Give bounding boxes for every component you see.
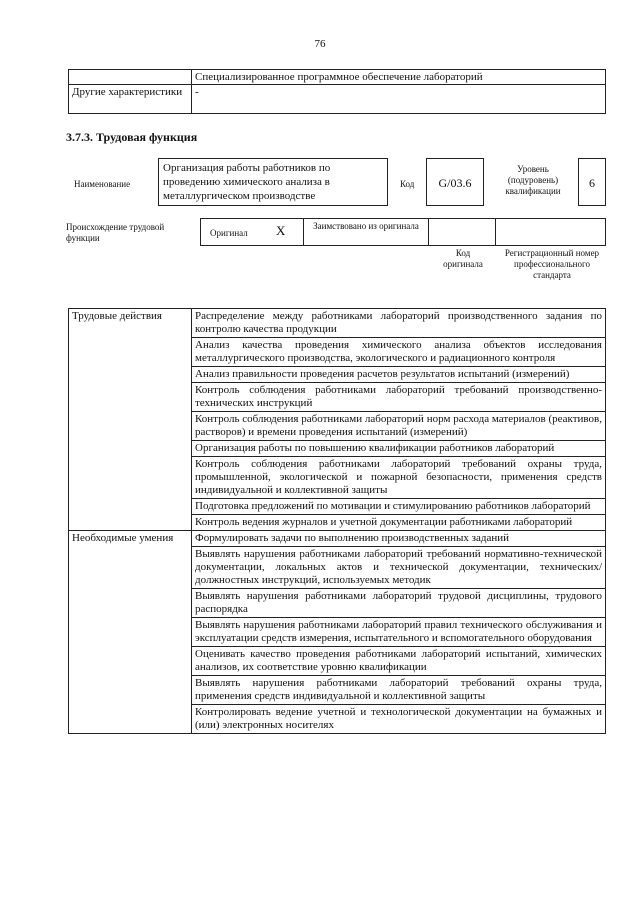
- table-row: [69, 705, 606, 734]
- original-label: Оригинал: [210, 228, 248, 238]
- table-cell-value: -: [192, 85, 606, 114]
- table-cell-label: Другие характеристики: [69, 85, 192, 114]
- table-cell-item: Формулировать задачи по выполнению производственных заданий: [192, 531, 606, 547]
- table-cell-item: Подготовка предложений по мотивации и стимулированию работников лабораторий: [192, 499, 606, 515]
- table-row: [69, 412, 606, 441]
- table-row: [69, 618, 606, 647]
- group-label: Необходимые умения: [69, 531, 192, 547]
- table-cell-label: [69, 70, 192, 85]
- table-cell-item: Выявлять нарушения работниками лабораторий трудовой дисциплины, трудового распорядка: [192, 589, 606, 618]
- table-cell-item: Анализ правильности проведения расчетов результатов испытаний (измерений): [192, 367, 606, 383]
- table-row: [69, 70, 606, 85]
- table-cell-value: Специализированное программное обеспечение лабораторий: [192, 70, 606, 85]
- table-cell-item: Оценивать качество проведения работниками лабораторий испытаний, химических анализов, их соответствие уровню квалификации: [192, 647, 606, 676]
- table-cell-item: Распределение между работниками лабораторий производственного задания по контролю качества продукции: [192, 309, 606, 338]
- table-cell-item: Контроль соблюдения работниками лабораторий требований производственно-технических инструкций: [192, 383, 606, 412]
- code-value: G/03.6: [426, 158, 484, 206]
- page-number: 76: [314, 38, 326, 50]
- table-cell-item: Контроль соблюдения работниками лабораторий норм расхода материалов (реактивов, растворов) и времени проведения испытаний (измерений): [192, 412, 606, 441]
- table-cell-item: Организация работы по повышению квалификации работников лабораторий: [192, 441, 606, 457]
- name-label: Наименование: [74, 179, 131, 189]
- table-cell-item: Выявлять нарушения работниками лабораторий правил технического обслуживания и эксплуатации средств измерения, испытательного и вспомогательного оборудования: [192, 618, 606, 647]
- table-row: [69, 515, 606, 531]
- table-row: [69, 676, 606, 705]
- table-cell-item: Выявлять нарушения работниками лабораторий требований охраны труда, применения средств индивидуальной и коллективной защиты: [192, 676, 606, 705]
- level-label: Уровень (подуровень) квалификации: [505, 164, 561, 196]
- main-table: [68, 308, 606, 734]
- table-row: [69, 499, 606, 515]
- code-original-caption: Код оригинала: [443, 248, 483, 269]
- table-row: [69, 85, 606, 114]
- function-name: Организация работы работников по проведению химического анализа в металлургическом производстве: [163, 162, 331, 202]
- table-row: [69, 647, 606, 676]
- table-row: [69, 309, 606, 338]
- table-row: [69, 383, 606, 412]
- section-heading: 3.7.3. Трудовая функция: [66, 130, 198, 144]
- reg-number-cell: [495, 218, 606, 246]
- reg-number-caption: Регистрационный номер профессионального стандарта: [504, 248, 600, 280]
- table-row: [69, 367, 606, 383]
- table-row: [69, 531, 606, 547]
- origin-label: Происхождение трудовой функции: [66, 222, 165, 243]
- group-label: Трудовые действия: [69, 309, 192, 338]
- table-cell-item: Выявлять нарушения работниками лабораторий требований нормативно-технической документации, локальных актов и технической документации, технических/должностных инструкций, используемых методик: [192, 547, 606, 589]
- original-mark: X: [276, 223, 286, 238]
- table-cell-item: Контролировать ведение учетной и технологической документации на бумажных и (или) электронных носителях: [192, 705, 606, 734]
- table-row: [69, 338, 606, 367]
- table-row: [69, 457, 606, 499]
- table-cell-item: Анализ качества проведения химического анализа объектов исследования металлургического производства, экологического и радиационного контроля: [192, 338, 606, 367]
- table-row: [69, 589, 606, 618]
- table-cell-item: Контроль соблюдения работниками лабораторий требований охраны труда, промышленной, экологической и пожарной безопасности, применения средств индивидуальной и коллективной защиты: [192, 457, 606, 499]
- borrowed-label: Заимствовано из оригинала: [313, 221, 419, 231]
- table-row: [69, 547, 606, 589]
- level-value: 6: [578, 158, 606, 206]
- table-row: [69, 441, 606, 457]
- table-cell-item: Контроль ведения журналов и учетной документации работниками лабораторий: [192, 515, 606, 531]
- function-name-box: [158, 158, 388, 206]
- code-label: Код: [400, 179, 415, 189]
- top-table: [68, 69, 606, 114]
- code-original-cell: [428, 218, 496, 246]
